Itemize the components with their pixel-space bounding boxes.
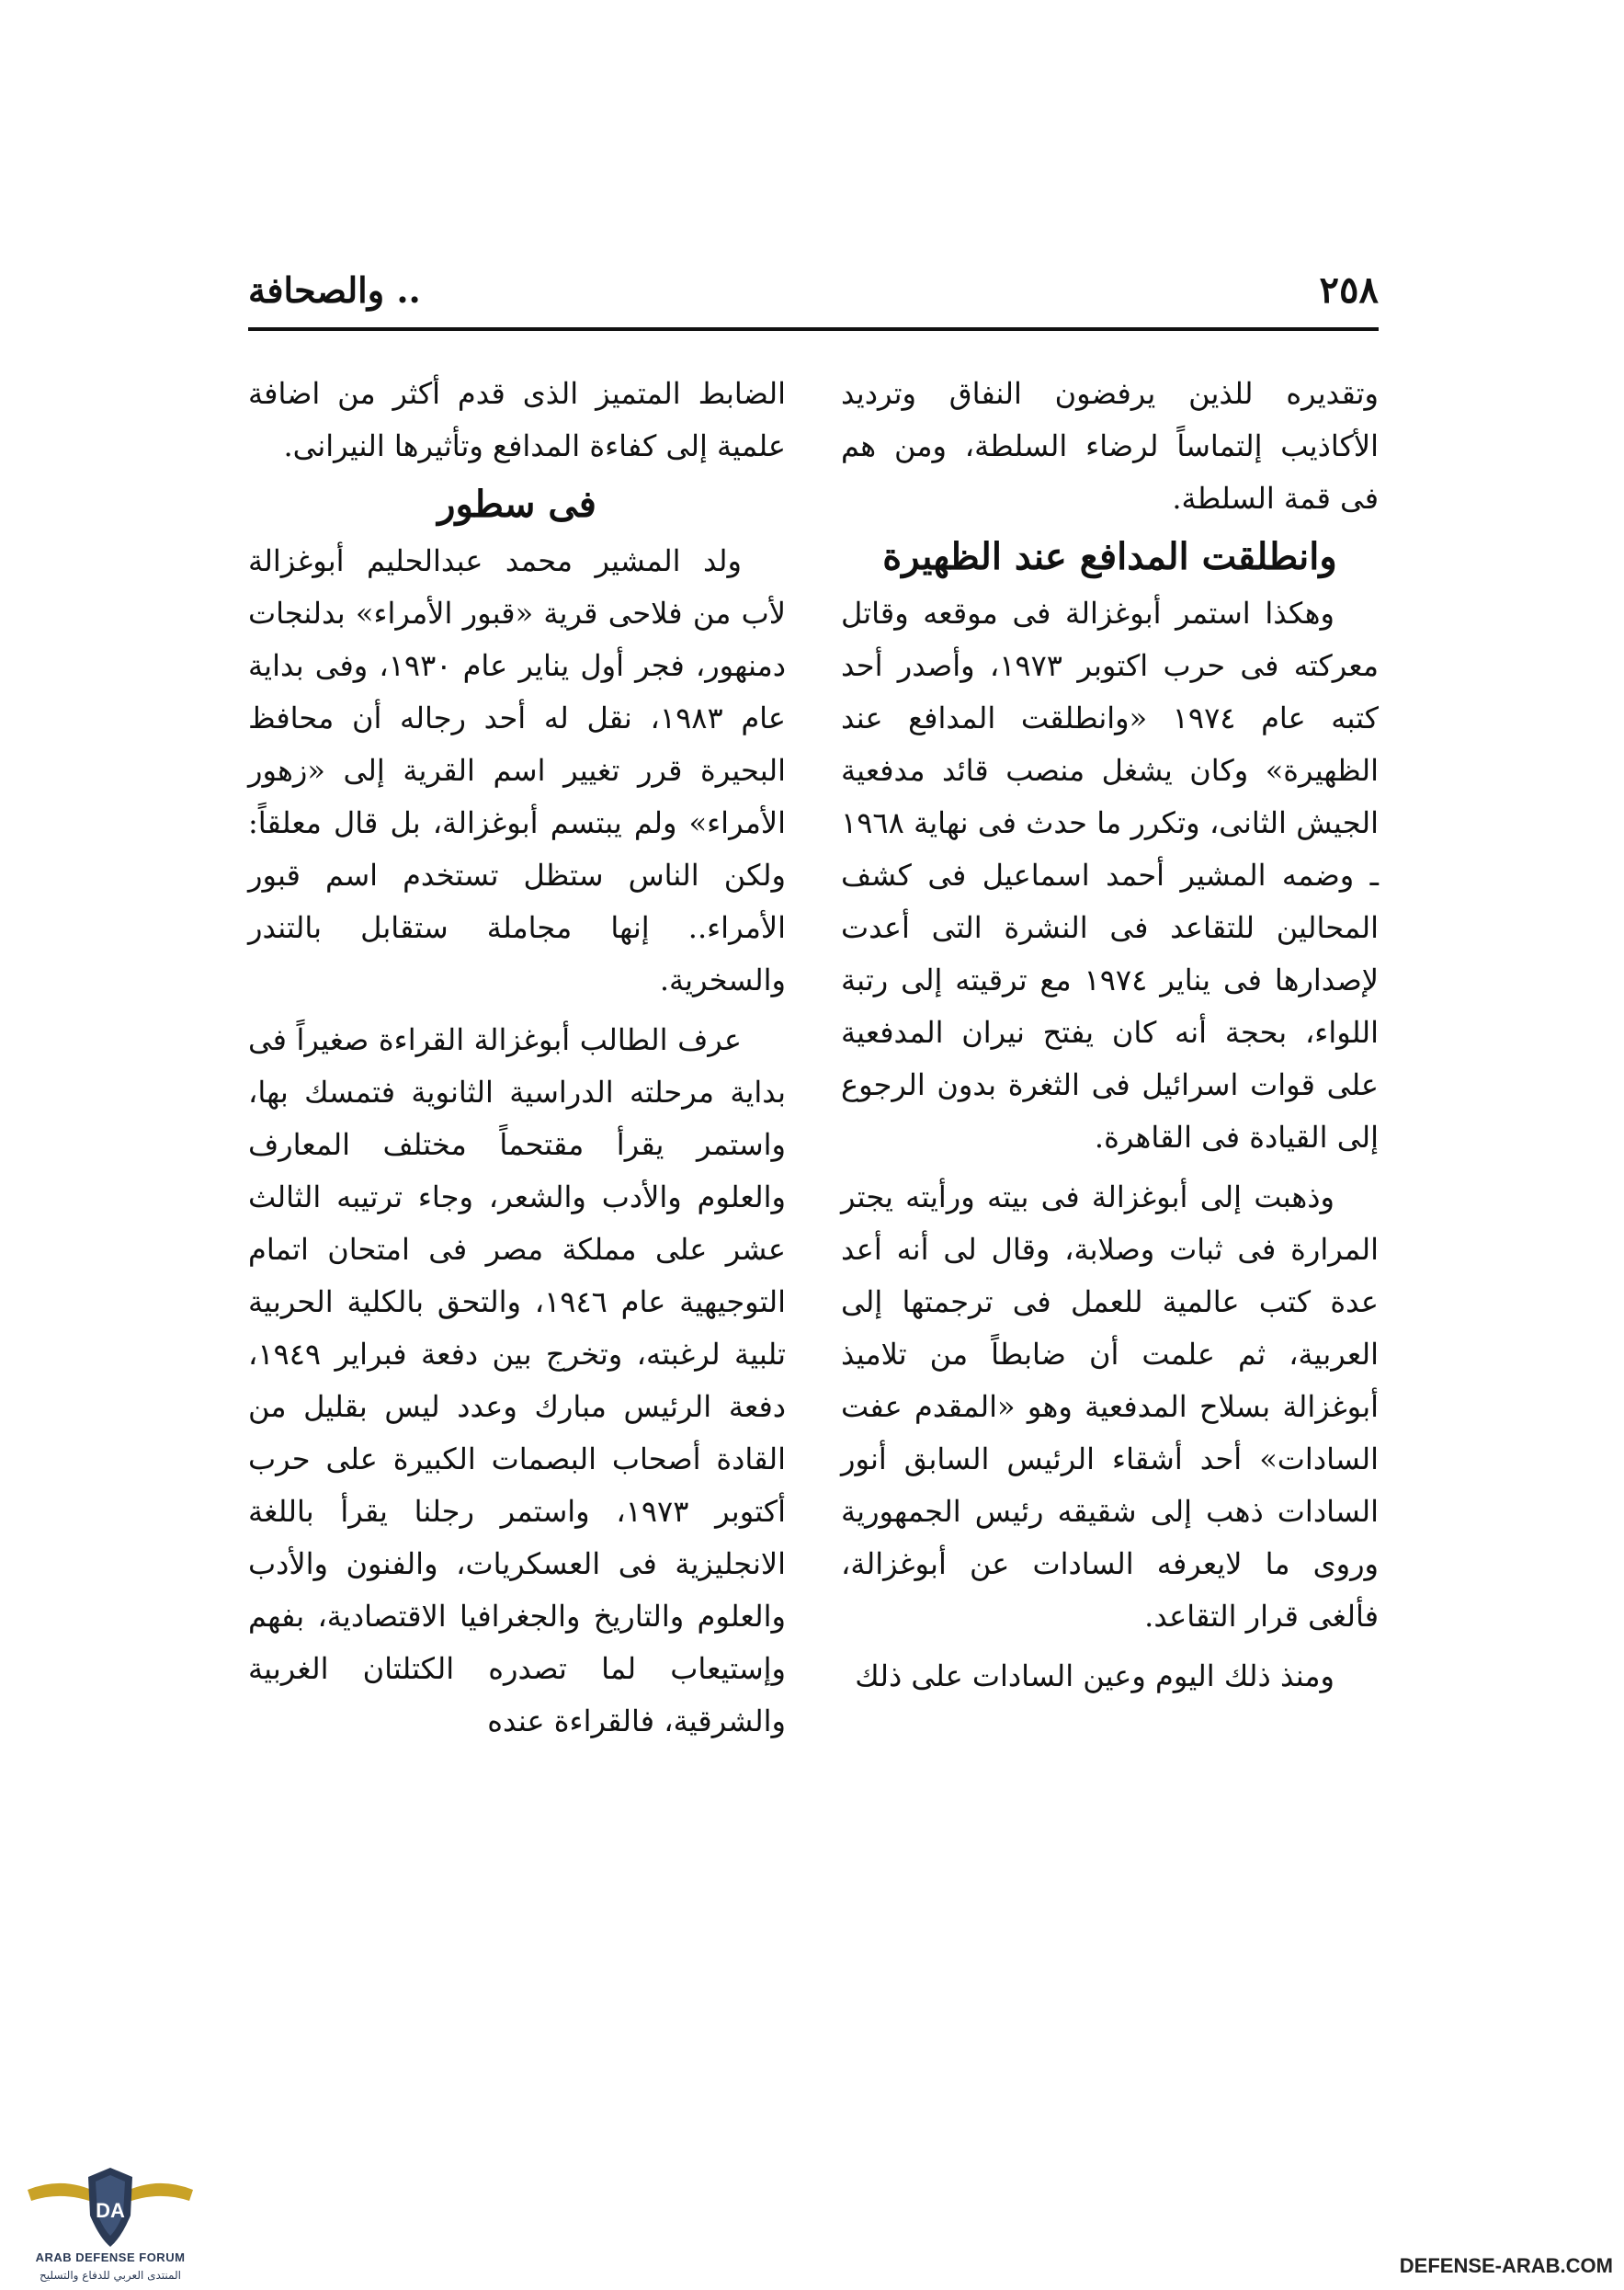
logo-arabic-name: المنتدى العربي للدفاع والتسليح xyxy=(40,2269,181,2282)
running-title: .. والصحافة xyxy=(248,269,421,311)
paragraph: الضابط المتميز الذى قدم أكثر من اضافة علمية إلى كفاءة المدافع وتأثيرها النيرانى. xyxy=(248,376,786,463)
header-rule xyxy=(248,327,1379,331)
logo-initials: DA xyxy=(96,2199,125,2222)
paragraph: ولد المشير محمد عبدالحليم أبوغزالة لأب من فلاحى قرية «قبور الأمراء» بدلنجات دمنهور، فجر أول يناير عام ١٩٣٠، وفى بداية عام ١٩٨٣، نقل له أحد رجاله أن محافظ البحيرة قرر تغيير اسم القرية إلى «زهور الأمراء» ولم يبتسم أبوغزالة، بل قال معلقاً: ولكن الناس ستظل تستخدم اسم قبور الأمراء.. إنها مجاملة ستقابل بالتندر والسخرية. xyxy=(248,543,787,997)
right-column xyxy=(841,368,1379,1703)
site-url: DEFENSE-ARAB.COM xyxy=(1399,2254,1613,2277)
paragraph: عرف الطالب أبوغزالة القراءة صغيراً فى بداية مرحلته الدراسية الثانوية فتمسك بها، واستمر يقرأ مقتحماً مختلف المعارف والعلوم والأدب والشعر، وجاء ترتيبه الثالث عشر على مملكة مصر فى امتحان اتمام التوجيهية عام ١٩٤٦، والتحق بالكلية الحربية تلبية لرغبته، وتخرج بين دفعة فبراير ١٩٤٩، دفعة الرئيس مبارك وعدد ليس بقليل من القادة أصحاب البصمات الكبيرة على حرب أكتوبر ١٩٧٣، واستمر رجلنا يقرأ باللغة الانجليزية فى العسكريات، والفنون والأدب والعلوم والتاريخ والجغرافيا الاقتصادية، بفهم وإستيعاب لما تصدره الكتلتان الغربية والشرقية، فالقراءة عنده xyxy=(248,1022,787,1738)
forum-logo xyxy=(18,2162,202,2287)
paragraph: وذهبت إلى أبوغزالة فى بيته ورأيته يجتر المرارة فى ثبات وصلابة، وقال لى أنه أعد عدة كتب عالمية للعمل فى ترجمتها إلى العربية، ثم علمت أن ضابطاً من تلاميذ أبوغزالة بسلاح المدفعية وهو «المقدم عفت السادات» أحد أشقاء الرئيس السابق أنور السادات ذهب إلى شقيقه رئيس الجمهورية وروى ما لايعرفه السادات عن أبوغزالة، فألغى قرار التقاعد. xyxy=(841,1179,1379,1634)
paragraph: ومنذ ذلك اليوم وعين السادات على ذلك xyxy=(855,1658,1334,1693)
paragraph: وتقديره للذين يرفضون النفاق وترديد الأكاذيب إلتماساً لرضاء السلطة، ومن هم فى قمة السلطة. xyxy=(841,376,1379,516)
page-header xyxy=(248,265,1379,316)
section-heading: فى سطور xyxy=(437,483,596,526)
page-number: ٢٥٨ xyxy=(1319,268,1379,312)
paragraph: وهكذا استمر أبوغزالة فى موقعه وقاتل معركته فى حرب اكتوبر ١٩٧٣، وأصدر أحد كتبه عام ١٩٧٤ «وانطلقت المدافع عند الظهيرة» وكان يشغل منصب قائد مدفعية الجيش الثانى، وتكرر ما حدث فى نهاية ١٩٦٨ ـ وضمه المشير أحمد اسماعيل فى كشف المحالين للتقاعد فى النشرة التى أعدت لإصدارها فى يناير ١٩٧٤ مع ترقيته إلى رتبة اللواء، بحجة أنه كان يفتح نيران المدفعية على قوات اسرائيل فى الثغرة بدون الرجوع إلى القيادة فى القاهرة. xyxy=(841,596,1380,1155)
left-column xyxy=(248,368,786,1748)
logo-name: ARAB DEFENSE FORUM xyxy=(35,2250,186,2264)
shield-wings-icon xyxy=(18,2162,202,2250)
section-heading: وانطلقت المدافع عند الظهيرة xyxy=(882,535,1337,578)
